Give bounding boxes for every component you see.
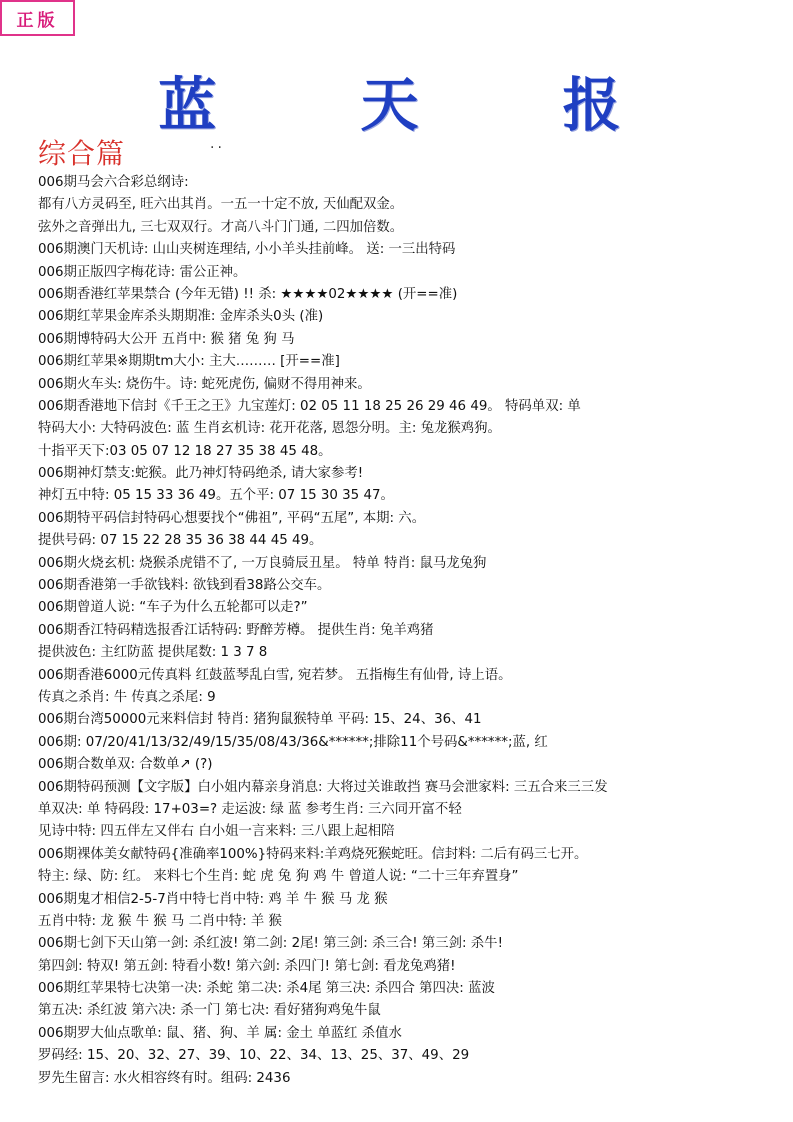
text-line: 006期博特码大公开 五肖中: 猴 猪 兔 狗 马 — [38, 331, 295, 347]
text-line: 弦外之音弹出九, 三七双双行。才高八斗门门通, 二四加倍数。 — [38, 219, 404, 235]
text-line: 第五决: 杀红波 第六决: 杀一门 第七决: 看好猪狗鸡兔牛鼠 — [38, 1003, 381, 1019]
text-line: 006期罗大仙点歌单: 鼠、猪、狗、羊 属: 金土 单蓝红 杀值水 — [38, 1025, 402, 1041]
text-line: 006期神灯禁支:蛇猴。此乃神灯特码绝杀, 请大家参考! — [38, 466, 364, 482]
text-line: 006期正版四字梅花诗: 雷公正神。 — [38, 264, 247, 280]
text-line: 单双决: 单 特码段: 17+03=? 走运波: 绿 蓝 参考生肖: 三六同开富不轻 — [38, 801, 462, 817]
text-line: 特主: 绿、防: 红。 来料七个生肖: 蛇 虎 兔 狗 鸡 牛 曾道人说: “二十三年弃置身” — [38, 869, 519, 885]
text-line: 006期香港第一手欲钱料: 欲钱到看38路公交车。 — [38, 578, 331, 594]
text-line: 006期红苹果※期期tm大小: 主大……… [开==准] — [38, 354, 340, 370]
text-line: 006期合数单双: 合数单↗ (?) — [38, 757, 213, 773]
text-line: 第四剑: 特双! 第五剑: 特看小数! 第六剑: 杀四门! 第七剑: 看龙兔鸡猪! — [38, 958, 456, 974]
text-line: 006期香港红苹果禁合 (今年无错) !! 杀: ★★★★02★★★★ (开==准) — [38, 286, 458, 302]
text-line: 006期马会六合彩总纲诗: — [38, 175, 189, 190]
text-line: 006期香港6000元传真料 红鼓蓝琴乱白雪, 宛若梦。 五指梅生有仙骨, 诗上语。 — [38, 667, 512, 683]
text-line: 见诗中特: 四五伴左又伴右 白小姐一言来料: 三八跟上起相陪 — [38, 824, 395, 840]
text-line: 神灯五中特: 05 15 33 36 49。五个平: 07 15 30 35 47。 — [38, 488, 394, 504]
text-line: 006期七剑下天山第一剑: 杀红波! 第二剑: 2尾! 第三剑: 杀三合! 第三剑: 杀牛! — [38, 936, 503, 952]
text-line: 十指平天下:03 05 07 12 18 27 35 38 45 48。 — [38, 443, 332, 459]
text-line: 提供号码: 07 15 22 28 35 36 38 44 45 49。 — [38, 533, 323, 549]
text-line: 006期鬼才相信2-5-7肖中特七肖中特: 鸡 羊 牛 猴 马 龙 猴 — [38, 891, 388, 907]
text-line: 006期红苹果金库杀头期期准: 金库杀头0头 (准) — [38, 309, 324, 325]
text-line: 五肖中特: 龙 猴 牛 猴 马 二肖中特: 羊 猴 — [38, 913, 282, 929]
text-line: 提供波色: 主红防蓝 提供尾数: 1 3 7 8 — [38, 645, 268, 661]
genuine-badge: 正版 — [0, 0, 75, 36]
text-line: 006期香江特码精选报香江话特码: 野醉芳樽。 提供生肖: 兔羊鸡猪 — [38, 622, 434, 638]
text-line: 006期特码预测【文字版】白小姐内幕亲身消息: 大将过关谁敢挡 赛马会泄家料: 三五合来三三发 — [38, 779, 608, 795]
text-line: 罗先生留言: 水火相容终有时。组码: 2436 — [38, 1070, 291, 1086]
text-line: 006期火烧玄机: 烧猴杀虎错不了, 一万良骑辰丑星。 特单 特肖: 鼠马龙兔狗 — [38, 555, 487, 571]
text-line: 都有八方灵码至, 旺六出其肖。一五一十定不放, 天仙配双金。 — [38, 197, 404, 213]
newspaper-title: 蓝 天 报 — [158, 71, 683, 139]
text-line: 006期: 07/20/41/13/32/49/15/35/08/43/36&******;排除11个号码&******;蓝, 红 — [38, 734, 548, 750]
text-line: 006期曾道人说: “车子为什么五轮都可以走?” — [38, 600, 308, 616]
text-line: 006期火车头: 烧伤牛。诗: 蛇死虎伤, 偏财不得用神来。 — [38, 376, 371, 392]
text-line: 006期红苹果特七决第一决: 杀蛇 第二决: 杀4尾 第三决: 杀四合 第四决: 蓝波 — [38, 981, 495, 997]
text-line: 传真之杀肖: 牛 传真之杀尾: 9 — [38, 689, 216, 705]
decorative-dots: .. — [210, 136, 225, 152]
text-line: 006期澳门天机诗: 山山夹树连理结, 小小羊头挂前峰。 送: 一三出特码 — [38, 242, 456, 258]
text-line: 006期香港地下信封《千王之王》九宝莲灯: 02 05 11 18 25 26 29 46 49。 特码单双: 单 — [38, 398, 581, 414]
text-line: 006期裸体美女献特码{准确率100%}特码来料:羊鸡烧死猴蛇旺。信封料: 二后有码三七开。 — [38, 846, 588, 862]
section-heading: 综合篇 — [38, 137, 126, 170]
text-line: 罗码经: 15、20、32、27、39、10、22、34、13、25、37、49、29 — [38, 1048, 470, 1064]
text-line: 006期台湾50000元来料信封 特肖: 猪狗鼠猴特单 平码: 15、24、36、41 — [38, 712, 482, 728]
article-body — [38, 172, 783, 1090]
text-line: 特码大小: 大特码波色: 蓝 生肖玄机诗: 花开花落, 恩怨分明。主: 兔龙猴鸡狗。 — [38, 421, 501, 437]
text-line: 006期特平码信封特码心想要找个“佛祖”, 平码“五尾”, 本期: 六。 — [38, 510, 426, 526]
